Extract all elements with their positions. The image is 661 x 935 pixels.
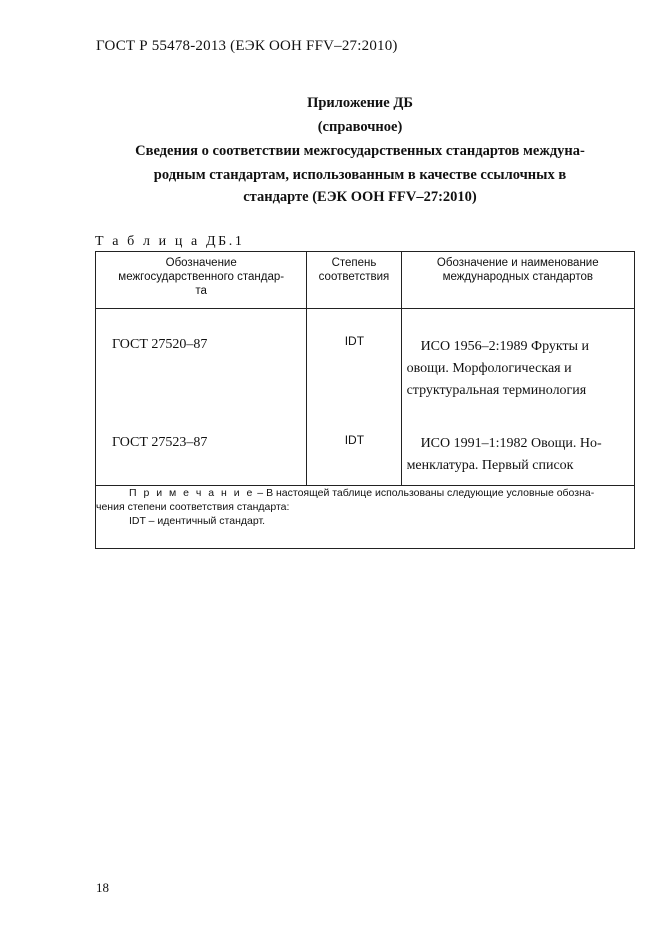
degree-2: IDT (344, 433, 365, 447)
appendix-status: (справочное) (317, 119, 403, 135)
correspondence-table (95, 251, 635, 549)
note-line-3: IDT – идентичный стандарт. (129, 515, 266, 527)
degree-column (307, 309, 401, 486)
table-note-row (96, 486, 635, 549)
table-header-row (96, 252, 635, 309)
degree-1: IDT (344, 334, 365, 348)
appendix-heading-line1: Сведения о соответствии межгосударственных стандартов междуна- (135, 143, 585, 159)
iso-column (401, 309, 634, 486)
appendix-heading-line2: родным стандартам, использованным в качестве ссылочных в (153, 167, 567, 183)
appendix-title: Приложение ДБ (307, 95, 413, 111)
header-interstate-standard: Обозначение межгосударственного стандар- та (96, 252, 307, 309)
iso-1-line1: ИСО 1956–2:1989 Фрукты и (420, 339, 590, 354)
gost-designation-1: ГОСТ 27520–87 (112, 337, 208, 352)
note-label: П р и м е ч а н и е (129, 487, 255, 499)
document-header: ГОСТ Р 55478-2013 (ЕЭК ООН FFV–27:2010) (96, 38, 398, 54)
iso-standard-2 (407, 433, 629, 477)
iso-2-line2: менклатура. Первый список (406, 458, 574, 473)
note-line-2: чения степени соответствия стандарта: (96, 501, 290, 513)
header-degree: Степень соответствия (307, 252, 401, 309)
note-line-1 (96, 486, 634, 500)
gost-column (96, 309, 307, 486)
iso-1-line2: овощи. Морфологическая и (406, 361, 572, 376)
page-number: 18 (96, 880, 109, 895)
header-international-standard: Обозначение и наименование международных стандартов (401, 252, 634, 309)
iso-standard-1 (407, 336, 629, 402)
appendix-heading-line3: стандарте (ЕЭК ООН FFV–27:2010) (243, 189, 477, 205)
gost-designation-2: ГОСТ 27523–87 (112, 435, 208, 450)
iso-2-line1: ИСО 1991–1:1982 Овощи. Но- (420, 436, 602, 451)
table-caption: Т а б л и ц а ДБ.1 (95, 234, 245, 249)
note-text-1: – В настоящей таблице использованы следующие условные обозна- (254, 487, 595, 499)
table-body-row (96, 309, 635, 486)
table-note (96, 486, 635, 549)
iso-1-line3: структуральная терминология (406, 383, 587, 398)
